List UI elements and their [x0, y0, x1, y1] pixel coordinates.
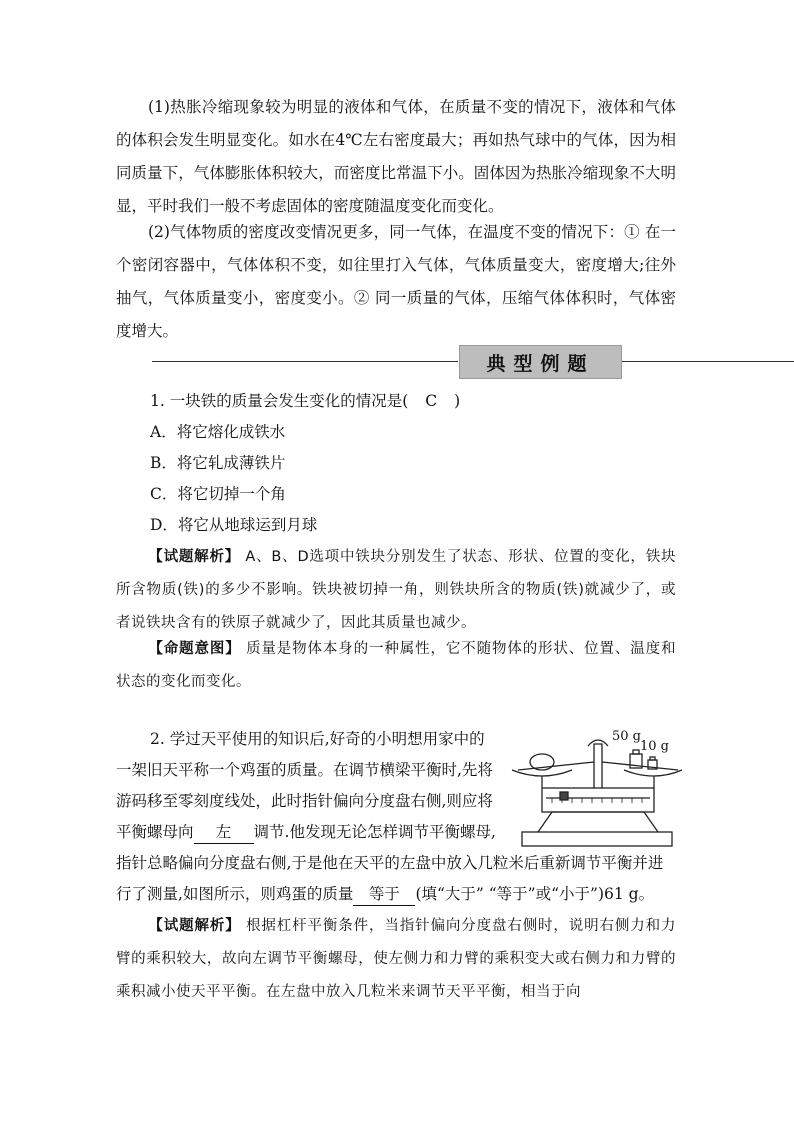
- balance-beam: [542, 788, 654, 812]
- q2-analysis-text: 根据杠杆平衡条件，当指针偏向分度盘右侧时，说明右侧力和力臂的乘积较大，故向左调节平衡螺母，使左侧力和力臂的乘积变大或右侧力和力臂的乘积减小使天平平衡。在左盘中放入几粒米来调节天平平衡，相当于向: [116, 918, 677, 1000]
- q1-option-d: D．将它从地球运到月球: [150, 516, 318, 534]
- balance-base: [522, 832, 672, 846]
- q2-analysis-tag: 【试题解析】: [148, 918, 241, 934]
- intro-text-1: (1)热胀冷缩现象较为明显的液体和气体，在质量不变的情况下，液体和气体的体积会发生明显变化。如水在4℃左右密度最大；再如热气球中的气体，因为相同质量下，气体膨胀体积较大，而密度比常温下小。固体因为热胀冷缩现象不大明显，平时我们一般不考虑固体的密度随温度变化而变化。: [116, 98, 676, 215]
- q1-option-c: C．将它切掉一个角: [150, 485, 286, 503]
- q2-line-6: 行了测量,如图所示，则鸡蛋的质量 等于 (填“大于” “等于”或“小于”)61 g。: [116, 879, 654, 909]
- q2-answer-1: 左: [194, 821, 254, 844]
- right-pan: [624, 770, 682, 776]
- intro-paragraph-1: [116, 91, 676, 223]
- q1-answer: C: [425, 392, 438, 410]
- q1-analysis-text: A、B、D选项中铁块分别发生了状态、形状、位置的变化，铁块所含物质(铁)的多少不影响。铁块被切掉一角，则铁块所含的物质(铁)就减少了，或者说铁块含有的铁原子就减少了，因此其质量也减少。: [116, 549, 677, 631]
- q1-option-b: B．将它轧成薄铁片: [150, 454, 286, 472]
- balance-scale-figure: [508, 726, 684, 852]
- q2-line-2: 一架旧天平称一个鸡蛋的质量。在调节横梁平衡时,先将: [116, 761, 493, 779]
- q2-line-4: 平衡螺母向 左 调节.他发现无论怎样调节平衡螺母,: [116, 817, 496, 847]
- q1-intent-text: 质量是物体本身的一种属性，它不随物体的形状、位置、温度和状态的变化而变化。: [116, 641, 677, 690]
- q2-analysis: [116, 910, 676, 1009]
- q1-analysis-tag: 【试题解析】: [148, 549, 241, 565]
- balance-pointer-column: [594, 744, 602, 788]
- weight-label-10g: 10 g: [640, 739, 669, 754]
- intro-text-2: (2)气体物质的密度改变情况更多，同一气体，在温度不变的情况下：① 在一个密闭容器中，气体体积不变，如往里打入气体，气体质量变大，密度增大;往外抽气，气体质量变小，密度变小。② 同一质量的气体，压缩气体体积时，气体密度增大。: [116, 223, 676, 340]
- q1-option-a: A．将它熔化成铁水: [150, 423, 286, 441]
- section-rule-right: [622, 361, 794, 362]
- q2-line-5: 指针总略偏向分度盘右侧,于是他在天平的左盘中放入几粒米后重新调节平衡并进: [116, 854, 664, 872]
- intro-paragraph-2: [116, 216, 676, 348]
- q1-intent-tag: 【命题意图】: [148, 641, 241, 657]
- left-pan: [512, 770, 572, 776]
- balance-rider: [560, 792, 568, 800]
- q2-line-1: 2. 学过天平使用的知识后,好奇的小明想用家中的: [150, 730, 485, 748]
- weight-label-50g: 50 g: [612, 729, 641, 744]
- section-banner: 典型例题: [459, 345, 622, 379]
- q1-intent: [116, 633, 676, 699]
- q2-line-3: 游码移至零刻度线处，此时指针偏向分度盘右侧,则应将: [116, 792, 493, 810]
- q2-answer-2: 等于: [353, 883, 415, 906]
- q1-stem: 1. 一块铁的质量会发生变化的情况是( C ): [150, 386, 460, 416]
- q1-analysis: [116, 541, 676, 640]
- section-rule-left: [152, 361, 458, 362]
- balance-stand: [538, 812, 658, 832]
